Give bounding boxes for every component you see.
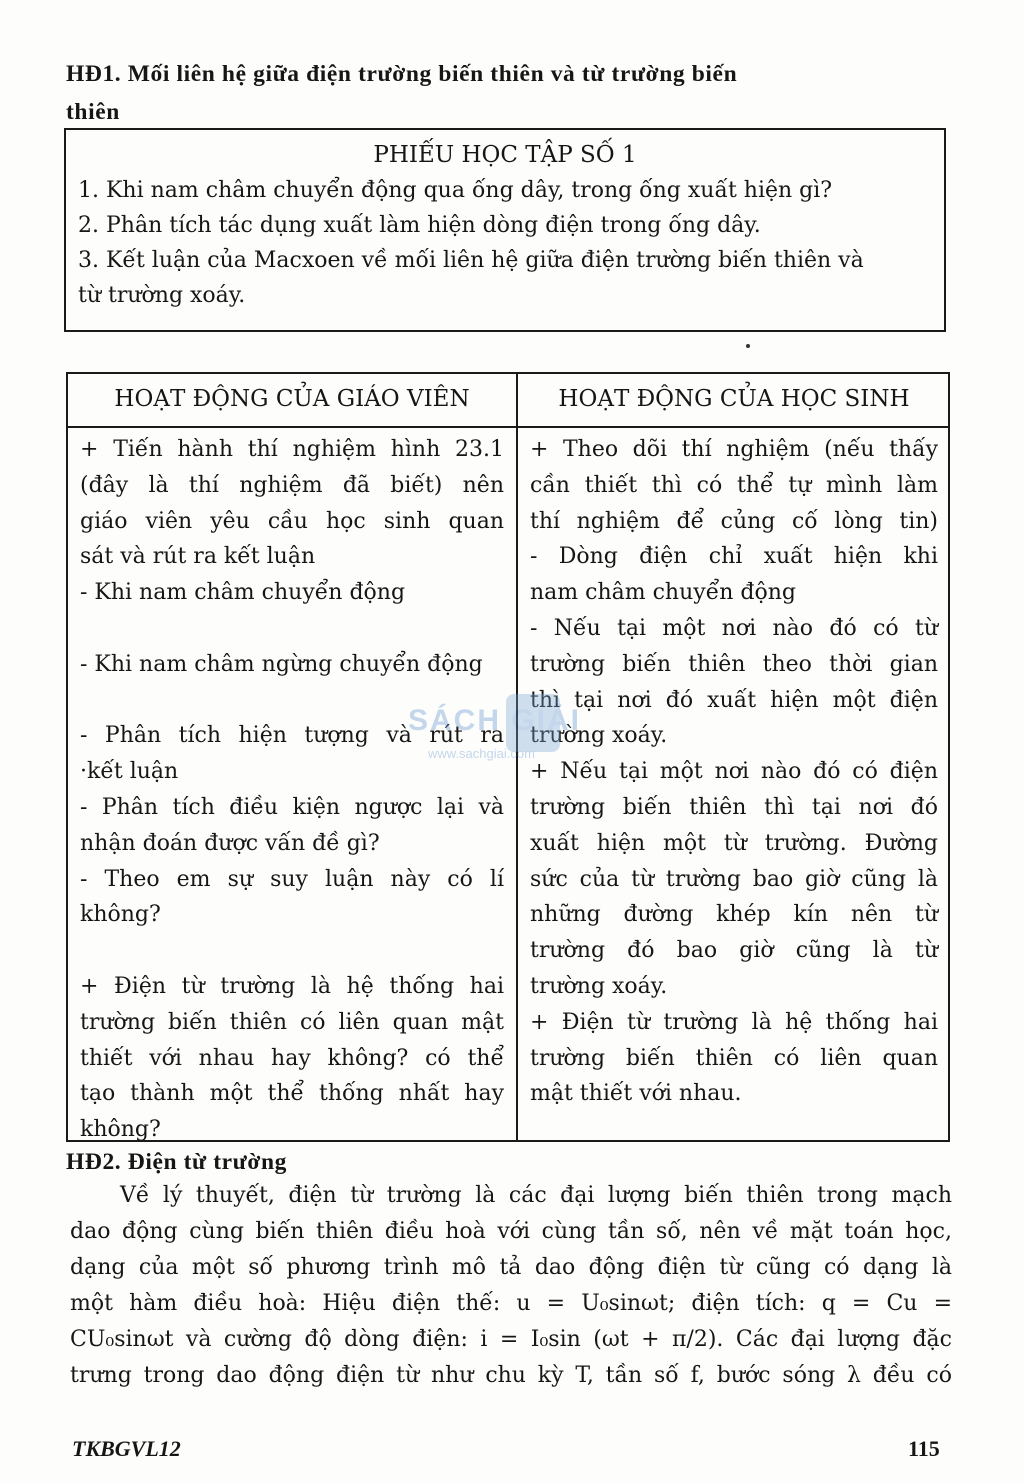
page-number: 115: [908, 1436, 940, 1461]
footer-book-code: TKBGVL12: [72, 1436, 181, 1461]
student-line: trường xoáy.: [530, 723, 668, 749]
teacher-line: - Theo em sự suy luận này có lí: [80, 866, 504, 892]
student-line: cần thiết thì có thể tự mình làm: [530, 472, 938, 498]
teacher-line: không?: [80, 1117, 161, 1143]
header-student: HOẠT ĐỘNG CỦA HỌC SINH: [558, 386, 910, 412]
student-line: + Nếu tại một nơi nào đó có điện: [530, 759, 938, 785]
student-line: mật thiết với nhau.: [530, 1081, 742, 1107]
teacher-line: - Khi nam châm ngừng chuyển động: [80, 651, 483, 677]
student-line: trường đó bao giờ cũng là từ: [530, 938, 938, 964]
teacher-line: ·kết luận: [80, 759, 179, 785]
paragraph-line: CU₀sinωt và cường độ dòng điện: i = I₀sin (ωt + π/2). Các đại lượng đặc: [70, 1327, 952, 1352]
teacher-line: giáo viên yêu cầu học sinh quan: [80, 508, 504, 534]
teacher-line: tạo thành một thể thống nhất hay: [80, 1081, 504, 1107]
paragraph-line: trưng trong dao động điện từ như chu kỳ T, tần số f, bước sóng λ đều có: [70, 1363, 952, 1388]
header-divider: [68, 426, 948, 428]
student-line: + Điện từ trường là hệ thống hai: [530, 1009, 938, 1035]
activity-table: [66, 372, 950, 1142]
stray-mark: [746, 344, 750, 348]
worksheet-question-1: 1. Khi nam châm chuyển động qua ống dây, trong ống xuất hiện gì?: [78, 178, 833, 203]
paragraph-line: Về lý thuyết, điện từ trường là các đại lượng biến thiên trong mạch: [120, 1183, 952, 1208]
watermark-url: www.sachgiai.com: [428, 746, 535, 761]
student-line: trường biến thiên thì tại nơi đó: [530, 795, 938, 820]
student-line: - Dòng điện chỉ xuất hiện khi: [530, 544, 938, 570]
teacher-line: - Phân tích điều kiện ngược lại và: [80, 795, 504, 820]
paragraph-line: một hàm điều hoà: Hiệu điện thế: u = U₀sinωt; điện tích: q = Cu =: [70, 1291, 952, 1316]
header-teacher: HOẠT ĐỘNG CỦA GIÁO VIÊN: [114, 386, 470, 412]
student-line: trường biến thiên theo thời gian: [530, 651, 938, 677]
student-line: trường xoáy.: [530, 974, 668, 999]
teacher-line: - Phân tích hiện tượng và rút ra: [80, 723, 504, 749]
teacher-line: nhận đoán được vấn đề gì?: [80, 830, 380, 856]
worksheet-question-2: 2. Phân tích tác dụng xuất làm hiện dòng điện trong ống dây.: [78, 213, 761, 238]
section-heading-hd2: HĐ2. Điện từ trường: [66, 1149, 288, 1175]
student-line: thí nghiệm để củng cố lòng tin): [530, 508, 938, 534]
worksheet-box: [64, 128, 946, 332]
watermark-brand: SÁCH GIẢI: [408, 704, 582, 737]
student-line: - Nếu tại một nơi nào đó có từ: [530, 616, 938, 641]
paragraph-line: dao động cùng biến thiên điều hoà với cùng tần số, nên về mặt toán học,: [70, 1219, 952, 1244]
teacher-line: thiết với nhau hay không? có thể: [80, 1045, 504, 1071]
teacher-line: không?: [80, 902, 161, 928]
teacher-line: + Tiến hành thí nghiệm hình 23.1: [80, 437, 504, 462]
teacher-line: sát và rút ra kết luận: [80, 544, 316, 570]
student-line: trường biến thiên có liên quan: [530, 1045, 938, 1071]
heading-line-1: HĐ1. Mối liên hệ giữa điện trường biến thiên và từ trường biến: [66, 61, 738, 87]
teacher-line: + Điện từ trường là hệ thống hai: [80, 974, 504, 999]
student-line: nam châm chuyển động: [530, 580, 796, 606]
student-line: + Theo dõi thí nghiệm (nếu thấy: [530, 437, 938, 462]
heading-line-2: thiên: [66, 99, 120, 125]
section-heading-hd1: [66, 55, 956, 131]
teacher-line: (đây là thí nghiệm đã biết) nên: [80, 472, 504, 498]
student-line: thì tại nơi đó xuất hiện một điện: [530, 687, 938, 713]
paragraph-line: dạng của một số phương trình mô tả dao động điện từ cũng có dạng là: [70, 1255, 952, 1280]
worksheet-title: PHIẾU HỌC TẬP SỐ 1: [373, 142, 637, 168]
column-divider: [516, 374, 518, 1140]
worksheet-question-3-cont: từ trường xoáy.: [78, 283, 246, 308]
teacher-line: - Khi nam châm chuyển động: [80, 580, 406, 606]
student-line: xuất hiện một từ trường. Đường: [530, 830, 938, 856]
student-line: những đường khép kín nên từ: [530, 902, 938, 928]
teacher-line: trường biến thiên có liên quan mật: [80, 1009, 504, 1035]
worksheet-question-3: 3. Kết luận của Macxoen về mối liên hệ giữa điện trường biến thiên và: [78, 248, 864, 273]
student-line: sức của từ trường bao giờ cũng là: [530, 866, 938, 892]
